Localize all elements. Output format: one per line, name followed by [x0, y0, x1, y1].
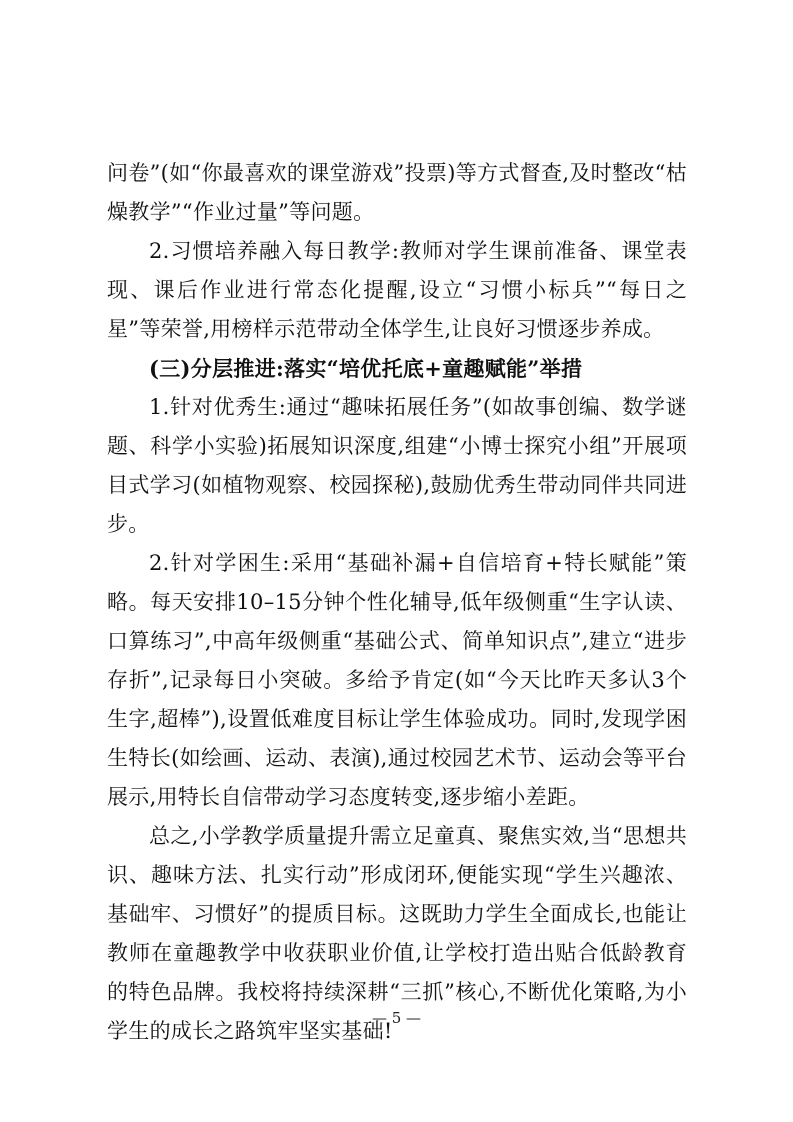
page-number: — 5 — — [371, 1009, 422, 1027]
paragraph-excellent-students: 1.针对优秀生:通过“趣味拓展任务”(如故事创编、数学谜题、科学小实验)拓展知识深度,组建“小博士探究小组”开展项目式学习(如植物观察、校园探秘),鼓励优秀生带动同伴共同进步。 — [107, 395, 687, 536]
document-body — [107, 154, 687, 1051]
paragraph-survey-continuation: 问卷”(如“你最喜欢的课堂游戏”投票)等方式督查,及时整改“枯燥教学”“作业过量”等问题。 — [107, 161, 687, 224]
paragraph-conclusion: 总之,小学教学质量提升需立足童真、聚焦实效,当“思想共识、趣味方法、扎实行动”形成闭环,便能实现“学生兴趣浓、基础牢、习惯好”的提质目标。这既助力学生全面成长,也能让教师在童趣教学中收获职业价值,让学校打造出贴合低龄教育的特色品牌。我校将持续深耕“三抓”核心,不断优化策略,为小学生的成长之路筑牢坚实基础! — [107, 824, 687, 1043]
section-heading-layered-advance: (三)分层推进:落实“培优托底+童趣赋能”举措 — [149, 356, 583, 381]
paragraph-habit-training: 2.习惯培养融入每日教学:教师对学生课前准备、课堂表现、课后作业进行常态化提醒,设立“习惯小标兵”“每日之星”等荣誉,用榜样示范带动全体学生,让良好习惯逐步养成。 — [107, 239, 687, 341]
paragraph-struggling-students: 2.针对学困生:采用“基础补漏+自信培育+特长赋能”策略。每天安排10–15分钟个性化辅导,低年级侧重“生字认读、口算练习”,中高年级侧重“基础公式、简单知识点”,建立“进步存折”,记录每日小突破。多给予肯定(如“今天比昨天多认3个生字,超棒”),设置低难度目标让学生体验成功。同时,发现学困生特长(如绘画、运动、表演),通过校园艺术节、运动会等平台展示,用特长自信带动学习态度转变,逐步缩小差距。 — [107, 551, 687, 809]
